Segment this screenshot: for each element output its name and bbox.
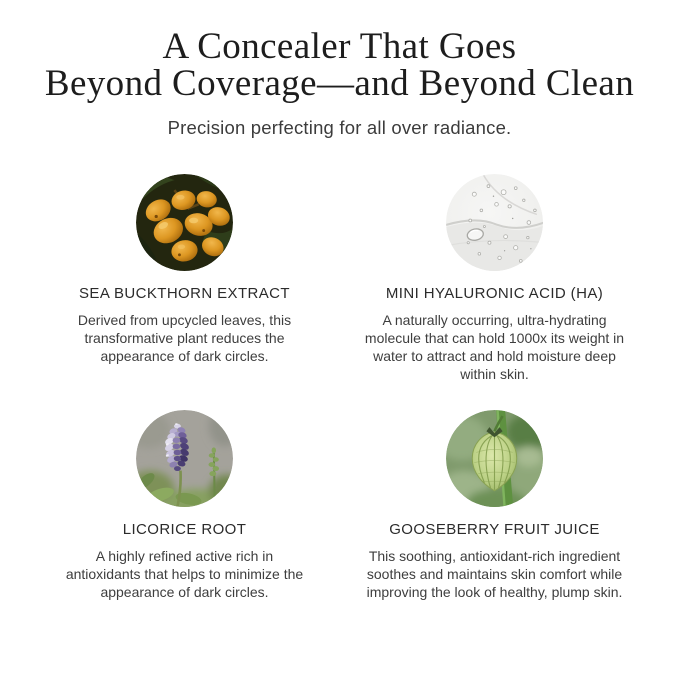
ingredient-description: Derived from upcycled leaves, this transformative plant reduces the appearance of dark circles. (77, 312, 292, 364)
sea-buckthorn-berries-photo (136, 174, 233, 271)
page-title (0, 28, 679, 102)
header (0, 0, 679, 139)
ingredient-description: A highly refined active rich in antioxidants that helps to minimize the appearance of dark circles. (65, 548, 304, 600)
page-subtitle: Precision perfecting for all over radiance. (167, 117, 512, 138)
title-line-1: A Concealer That Goes (162, 26, 517, 67)
ingredient-name: LICORICE ROOT (122, 521, 247, 538)
ingredient-card-sea-buckthorn (30, 174, 340, 383)
ingredient-name: MINI HYALURONIC ACID (HA) (385, 285, 604, 302)
gooseberry-husk-icon (446, 410, 543, 507)
licorice-flower-photo (136, 410, 233, 507)
sea-buckthorn-berries-icon (136, 174, 233, 271)
ingredient-card-licorice-root (30, 410, 340, 601)
ingredient-description: A naturally occurring, ultra-hydrating molecule that can hold 1000x its weight in water to attract and hold moisture deep within skin. (364, 312, 625, 382)
ingredient-description: This soothing, antioxidant-rich ingredient soothes and maintains skin comfort while improving the look of healthy, plump skin. (366, 548, 623, 600)
title-line-2: Beyond Coverage—and Beyond Clean (44, 63, 635, 104)
ingredients-grid (0, 174, 679, 601)
ingredient-name: SEA BUCKTHORN EXTRACT (79, 285, 290, 302)
clear-gel-icon (446, 174, 543, 271)
clear-gel-droplet-photo (446, 174, 543, 271)
gooseberry-in-husk-photo (446, 410, 543, 507)
ingredient-card-gooseberry (340, 410, 650, 601)
licorice-flower-icon (136, 410, 233, 507)
ingredient-name: GOOSEBERRY FRUIT JUICE (389, 521, 600, 538)
ingredient-card-hyaluronic-acid (340, 174, 650, 383)
